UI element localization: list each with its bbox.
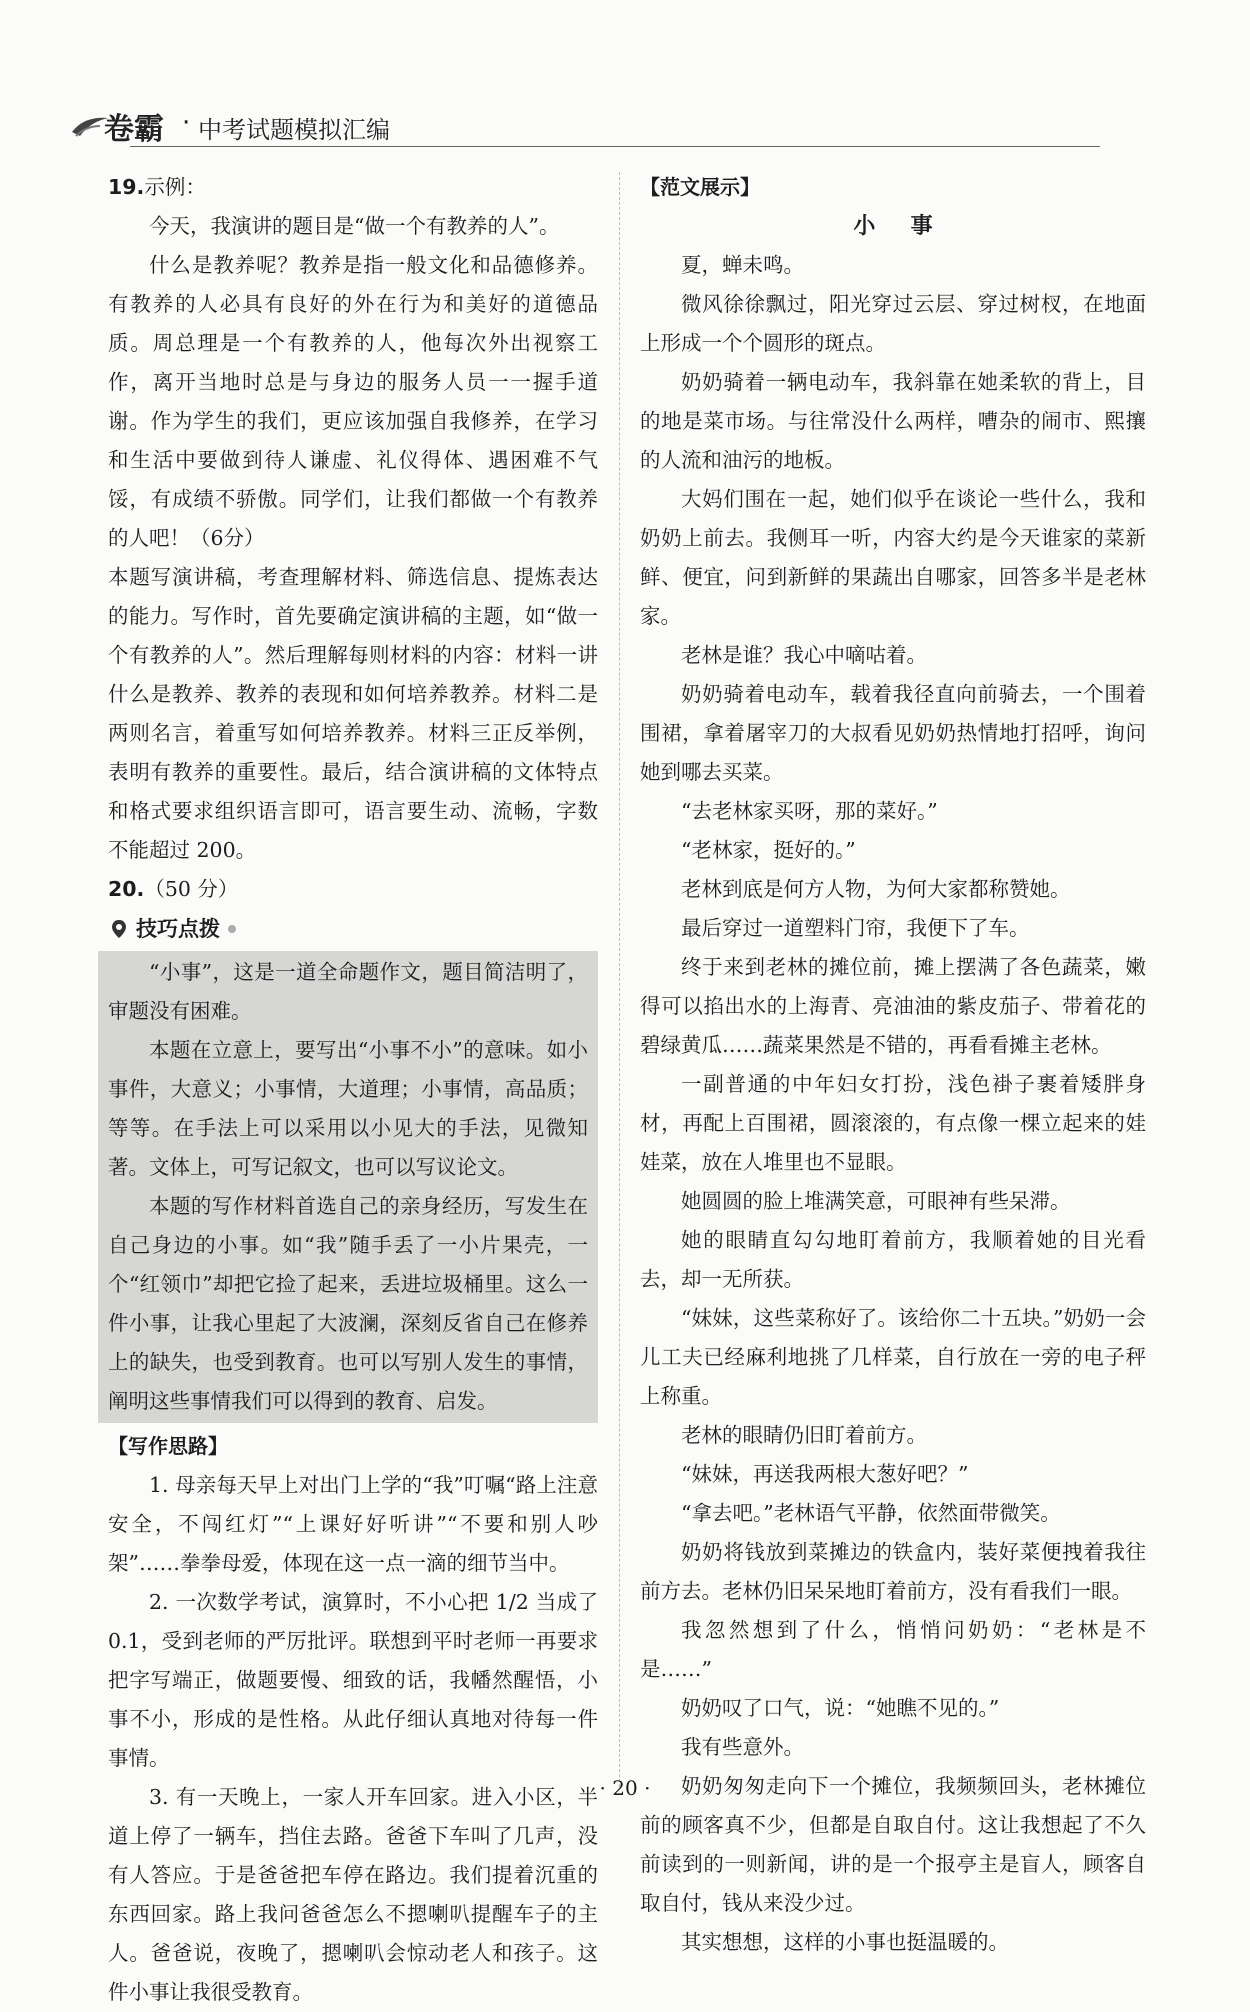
writing-ideas-heading: 【写作思路】 xyxy=(108,1434,228,1458)
page-header xyxy=(70,104,1100,150)
essay-paragraph: 我有些意外。 xyxy=(681,1735,804,1759)
q20-number: 20. xyxy=(108,877,145,901)
brand-separator: · xyxy=(182,108,191,138)
left-column xyxy=(108,168,598,2012)
tips-title: 技巧点拨 xyxy=(136,916,220,941)
q20-score: （50 分） xyxy=(144,877,239,901)
tip-paragraph: 本题的写作材料首选自己的亲身经历，写发生在自己身边的小事。如“我”随手丢了一小片果壳，一个“红领巾”却把它捡了起来，丢进垃圾桶里。这么一件小事，让我心里起了大波澜，深刻反省自己在修养上的缺失，也受到教育。也可以写别人发生的事情，阐明这些事情我们可以得到的教育、启发。 xyxy=(108,1194,588,1413)
essay-paragraph: 夏，蝉未鸣。 xyxy=(681,253,804,277)
writing-idea: 2. 一次数学考试，演算时，不小心把 1/2 当成了 0.1，受到老师的严厉批评。联想到平时老师一再要求把字写端正，做题要慢、细致的话，我幡然醒悟，小事不小，形成的是性格。从此仔细认真地对待每一件事情。 xyxy=(108,1590,598,1770)
q19-label: 示例： xyxy=(144,175,206,199)
column-divider xyxy=(619,172,620,1787)
essay-paragraph: “老林家，挺好的。” xyxy=(681,838,856,862)
q19-heading xyxy=(108,168,598,207)
essay-paragraph: 大妈们围在一起，她们似乎在谈论一些什么，我和奶奶上前去。我侧耳一听，内容大约是今天谁家的菜新鲜、便宜，问到新鲜的果蔬出自哪家，回答多半是老林家。 xyxy=(640,487,1146,628)
header-rule xyxy=(130,146,1100,147)
q19-analysis: 本题写演讲稿，考查理解材料、筛选信息、提炼表达的能力。写作时，首先要确定演讲稿的主题，如“做一个有教养的人”。然后理解每则材料的内容：材料一讲什么是教养、教养的表现和如何培养教养。材料二是两则名言，着重写如何培养教养。材料三正反举例，表明有教养的重要性。最后，结合演讲稿的文体特点和格式要求组织语言即可，语言要生动、流畅，字数不能超过 200。 xyxy=(108,565,598,862)
tip-paragraph: “小事”，这是一道全命题作文，题目简洁明了，审题没有困难。 xyxy=(108,960,588,1023)
model-essay-heading: 【范文展示】 xyxy=(640,175,760,199)
essay-body xyxy=(640,246,1146,1962)
brand-name: 卷霸 xyxy=(104,112,164,147)
essay-paragraph: 老林的眼睛仍旧盯着前方。 xyxy=(681,1423,927,1447)
q19-number: 19. xyxy=(108,175,145,199)
writing-idea: 1. 母亲每天早上对出门上学的“我”叮嘱“路上注意安全，不闯红灯”“上课好好听讲”“不要和别人吵架”……拳拳母爱，体现在这一点一滴的细节当中。 xyxy=(108,1473,598,1575)
q19-answer-paragraph: 什么是教养呢？教养是指一般文化和品德修养。有教养的人必具有良好的外在行为和美好的道德品质。周总理是一个有教养的人，他每次外出视察工作，离开当地时总是与身边的服务人员一一握手道谢。作为学生的我们，更应该加强自我修养，在学习和生活中要做到待人谦虚、礼仪得体、遇困难不气馁，有成绩不骄傲。同学们，让我们都做一个有教养的人吧！（6分） xyxy=(108,253,598,550)
essay-paragraph: 她的眼睛直勾勾地盯着前方，我顺着她的目光看去，却一无所获。 xyxy=(640,1228,1146,1291)
essay-title: 小事 xyxy=(853,214,968,239)
essay-paragraph: 奶奶骑着一辆电动车，我斜靠在她柔软的背上，目的地是菜市场。与往常没什么两样，嘈杂的闹市、熙攘的人流和油污的地板。 xyxy=(640,370,1146,472)
essay-paragraph: 奶奶叹了口气，说：“她瞧不见的。” xyxy=(681,1696,1000,1720)
tips-box xyxy=(98,951,598,1423)
essay-paragraph: 她圆圆的脸上堆满笑意，可眼神有些呆滞。 xyxy=(681,1189,1071,1213)
location-pin-icon xyxy=(108,918,130,940)
essay-paragraph: 其实想想，这样的小事也挺温暖的。 xyxy=(681,1930,1009,1954)
essay-paragraph: 奶奶将钱放到菜摊边的铁盒内，装好菜便拽着我往前方去。老林仍旧呆呆地盯着前方，没有看我们一眼。 xyxy=(640,1540,1146,1603)
page-number: · 20 · xyxy=(599,1776,651,1800)
essay-paragraph: 老林到底是何方人物，为何大家都称赞她。 xyxy=(681,877,1071,901)
essay-paragraph: “妹妹，这些菜称好了。该给你二十五块。”奶奶一会儿工夫已经麻利地挑了几样菜，自行放在一旁的电子秤上称重。 xyxy=(640,1306,1146,1408)
tips-heading xyxy=(108,911,598,947)
essay-paragraph: 一副普通的中年妇女打扮，浅色褂子裹着矮胖身材，再配上百围裙，圆滚滚的，有点像一棵立起来的娃娃菜，放在人堆里也不显眼。 xyxy=(640,1072,1146,1174)
essay-paragraph: “妹妹，再送我两根大葱好吧？” xyxy=(681,1462,969,1486)
q19-answer-paragraph: 今天，我演讲的题目是“做一个有教养的人”。 xyxy=(149,214,560,238)
writing-idea: 3. 有一天晚上，一家人开车回家。进入小区，半道上停了一辆车，挡住去路。爸爸下车叫了几声，没有人答应。于是爸爸把车停在路边。我们提着沉重的东西回家。路上我问爸爸怎么不摁喇叭提醒车子的主人。爸爸说，夜晚了，摁喇叭会惊动老人和孩子。这件小事让我很受教育。 xyxy=(108,1785,598,2004)
essay-paragraph: 老林是谁？我心中嘀咕着。 xyxy=(681,643,927,667)
right-column xyxy=(640,168,1146,1962)
essay-paragraph: 奶奶匆匆走向下一个摊位，我频频回头，老林摊位前的顾客真不少，但都是自取自付。这让我想起了不久前读到的一则新闻，讲的是一个报亭主是盲人，顾客自取自付，钱从来没少过。 xyxy=(640,1774,1146,1915)
q20-heading xyxy=(108,870,598,909)
essay-paragraph: “拿去吧。”老林语气平静，依然面带微笑。 xyxy=(681,1501,1061,1525)
essay-paragraph: 微风徐徐飘过，阳光穿过云层、穿过树杈，在地面上形成一个个圆形的斑点。 xyxy=(640,292,1146,355)
essay-paragraph: 终于来到老林的摊位前，摊上摆满了各色蔬菜，嫩得可以掐出水的上海青、亮油油的紫皮茄子、带着花的碧绿黄瓜……蔬菜果然是不错的，再看看摊主老林。 xyxy=(640,955,1146,1057)
essay-paragraph: 我忽然想到了什么，悄悄问奶奶：“老林是不是……” xyxy=(640,1618,1146,1681)
bullet-dot-icon xyxy=(228,925,236,933)
essay-paragraph: 最后穿过一道塑料门帘，我便下了车。 xyxy=(681,916,1030,940)
essay-paragraph: “去老林家买呀，那的菜好。” xyxy=(681,799,938,823)
essay-paragraph: 奶奶骑着电动车，载着我径直向前骑去，一个围着围裙，拿着屠宰刀的大叔看见奶奶热情地打招呼，询问她到哪去买菜。 xyxy=(640,682,1146,784)
book-subtitle: 中考试题模拟汇编 xyxy=(198,116,390,144)
tip-paragraph: 本题在立意上，要写出“小事不小”的意味。如小事件，大意义；小事情，大道理；小事情，高品质；等等。在手法上可以采用以小见大的手法，见微知著。文体上，可写记叙文，也可以写议论文。 xyxy=(108,1038,588,1179)
